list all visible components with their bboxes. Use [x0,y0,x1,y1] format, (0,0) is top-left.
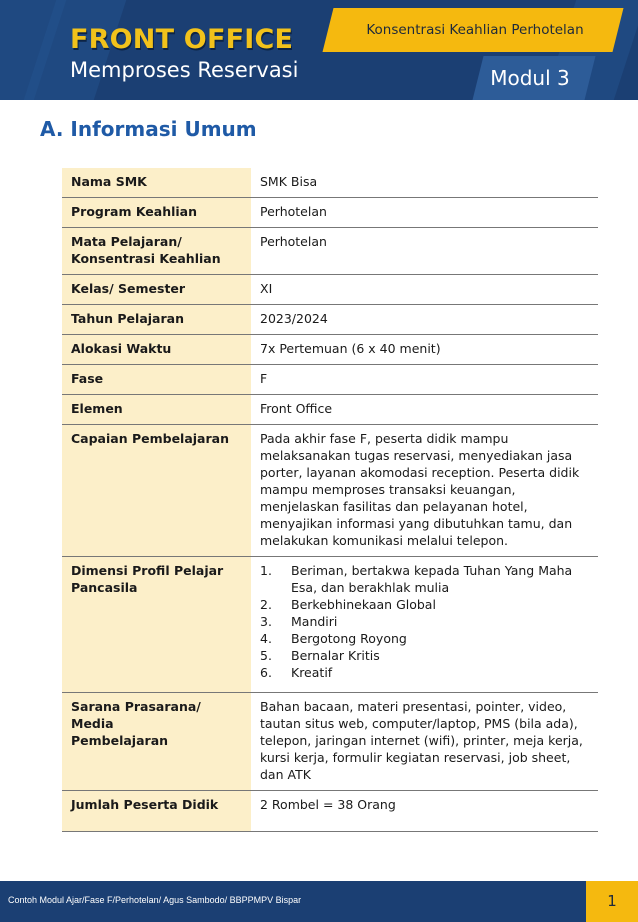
row-label-line: Konsentrasi Keahlian [71,251,221,266]
table-row [62,228,598,275]
page-number: 1 [607,892,617,910]
list-item-text: Bergotong Royong [291,631,407,646]
row-label: Jumlah Peserta Didik [62,791,251,832]
table-row [62,791,598,832]
list-item-text: Berkebhinekaan Global [291,597,436,612]
list-item [260,630,590,647]
table-row [62,198,598,228]
table-row [62,425,598,557]
list-item-number: 2. [260,597,272,612]
row-value: Perhotelan [251,228,598,275]
list-item-number: 6. [260,665,272,680]
list-item [260,596,590,613]
table-row [62,305,598,335]
row-value: 7x Pertemuan (6 x 40 menit) [251,335,598,365]
row-label [62,228,251,275]
row-label: Program Keahlian [62,198,251,228]
list-item [260,664,590,681]
list-item [260,562,590,596]
footer-text: Contoh Modul Ajar/Fase F/Perhotelan/ Agus Sambodo/ BBPPMPV Bispar [8,895,302,905]
row-label: Elemen [62,395,251,425]
row-value: Bahan bacaan, materi presentasi, pointer, video, tautan situs web, computer/laptop, PMS (bila ada), telepon, jaringan internet (wifi), printer, meja kerja, kursi kerja, formulir kegiatan reservasi, job sheet, dan ATK [251,693,598,791]
profil-list [260,562,590,681]
row-label: Nama SMK [62,168,251,198]
row-value: Pada akhir fase F, peserta didik mampu melaksanakan tugas reservasi, menyediakan jasa porter, layanan akomodasi reception. Peserta didik mampu memproses transaksi keuangan, menjelaskan fasilitas dan pelayanan hotel, menyajikan informasi yang dibutuhkan tamu, dan melakukan komunikasi melalui telepon. [251,425,598,557]
list-item [260,613,590,630]
page-header [0,0,638,100]
info-table [62,168,598,832]
list-item-number: 4. [260,631,272,646]
section-title: A. Informasi Umum [40,117,257,141]
list-item-number: 1. [260,563,272,578]
row-label: Capaian Pembelajaran [62,425,251,557]
row-label-line: Mata Pelajaran/ [71,234,182,249]
row-label-line: Dimensi Profil Pelajar [71,563,224,578]
table-row [62,275,598,305]
row-value [251,557,598,693]
table-row [62,365,598,395]
row-label [62,693,251,791]
list-item [260,647,590,664]
modul-label: Modul 3 [490,66,570,90]
list-item-text: Kreatif [291,665,333,680]
list-item-number: 5. [260,648,272,663]
row-label-line: Sarana Prasarana/ Media [71,699,201,731]
row-label [62,557,251,693]
table-row [62,395,598,425]
row-label: Alokasi Waktu [62,335,251,365]
table-row [62,557,598,693]
list-item-text: Mandiri [291,614,338,629]
row-value: 2 Rombel = 38 Orang [251,791,598,832]
row-value: 2023/2024 [251,305,598,335]
list-item-text: Bernalar Kritis [291,648,380,663]
module-subtitle: Memproses Reservasi [70,58,299,82]
table-row [62,693,598,791]
module-title: FRONT OFFICE [70,24,294,55]
list-item-number: 3. [260,614,272,629]
page-footer [0,881,638,922]
row-label-line: Pembelajaran [71,733,169,748]
list-item-text: Beriman, bertakwa kepada Tuhan Yang Maha Esa, dan berakhlak mulia [291,563,573,595]
row-label: Fase [62,365,251,395]
row-value: SMK Bisa [251,168,598,198]
row-value: F [251,365,598,395]
konsentrasi-label: Konsentrasi Keahlian Perhotelan [366,22,584,38]
table-row [62,168,598,198]
row-label: Kelas/ Semester [62,275,251,305]
row-value: XI [251,275,598,305]
table-row [62,335,598,365]
row-value: Front Office [251,395,598,425]
row-label: Tahun Pelajaran [62,305,251,335]
row-value: Perhotelan [251,198,598,228]
row-label-line: Pancasila [71,580,138,595]
